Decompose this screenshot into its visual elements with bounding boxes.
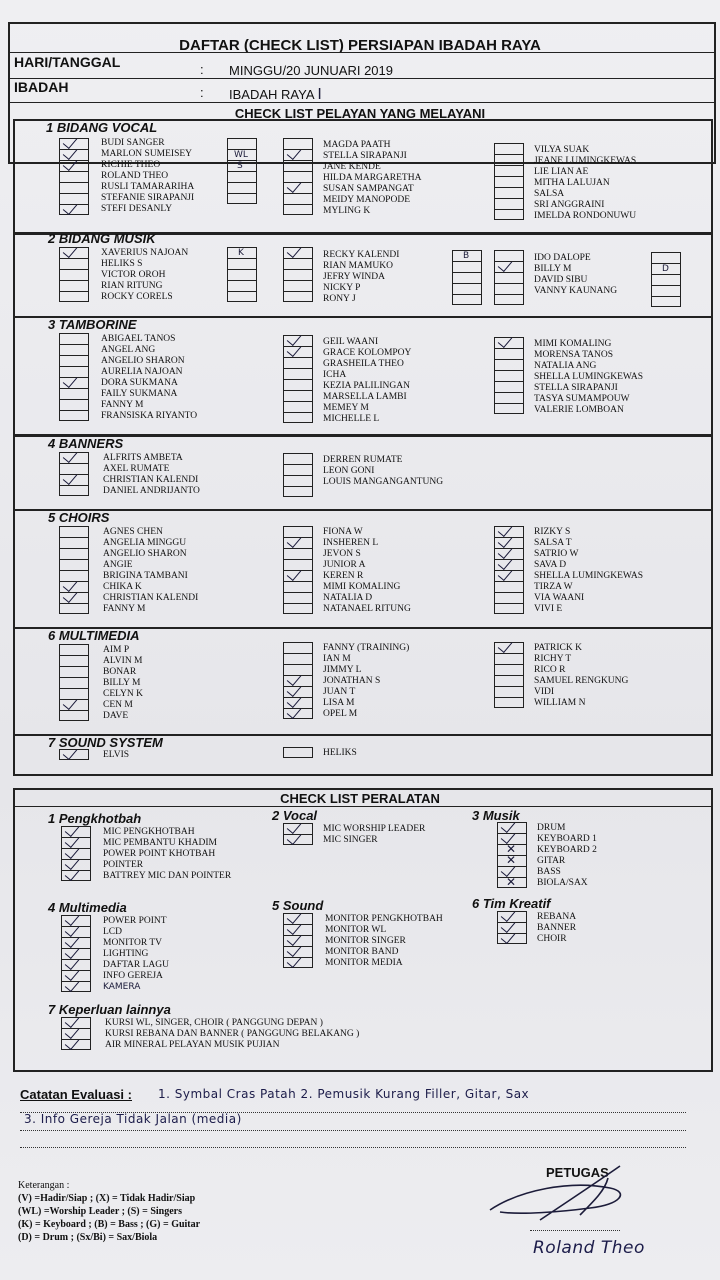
peralatan-lainnya-items: KURSI WL, SINGER, CHOIR ( PANGGUNG DEPAN ) KURSI REBANA DAN BANNER ( PANGGUNG BELAKANG ) AIR MINERAL PELAYAN MUSIK PUJIAN <box>105 1018 360 1050</box>
peralatan-sound-checkboxes[interactable] <box>283 913 313 968</box>
peralatan-vocal-title: 2 Vocal <box>272 808 318 823</box>
pengkhotbah-title: 1 Pengkhotbah <box>48 811 142 826</box>
sound-col1-checkbox[interactable] <box>59 749 89 760</box>
evaluasi-line-2: 3. Info Gereja Tidak Jalan (media) <box>24 1112 242 1126</box>
choirs-col2-names: FIONA W INSHEREN L JEVON S JUNIOR A KEREN R MIMI KOMALING NATALIA D NATANAEL RITUNG <box>323 527 411 614</box>
peralatan-kreatif-checkboxes[interactable] <box>497 911 527 944</box>
vocal-col3-names: VILYA SUAK JEANE LUMINGKEWAS LIE LIAN AE MITHA LALUJAN SALSA SRI ANGGRAINI IMELDA RONDONUWU <box>534 145 637 221</box>
checklist-sheet: DAFTAR (CHECK LIST) PERSIAPAN IBADAH RAYA HARI/TANGGAL : MINGGU/20 JUNUARI 2019 IBADAH : IBADAH RAYA I CHECK LIST PELAYAN YANG MELAYANI 1 BIDANG VOCAL BUDI SANGER MARLON SUMEISEY RICHIE THEO ROLAND THEO RUSLI TAMARARIHA STEFANIE SIRAPANJI STEFI DESANLY WL S MAGDA PAATH STELLA SIRAPANJI JANE KENDE HILDA MARGARETHA SUSAN SAMPANGAT MEIDY MANOPODE MYLING K VILYA SUAK JEANE LUMINGKEWAS LIE LIAN AE MITHA LALUJAN SALSA SRI ANGGRAINI IMELDA RONDONUWU 2 BIDANG MUSIK XAVERIUS NAJOAN HELIKS S VICTOR OROH RIAN RITUNG ROCKY CORELS K RECKY KALENDI RIAN MAMUKO JEFRY WINDA NICKY P RONY J B IDO DALOPE BILLY M DAVID SIBU VANNY KAUNANG D 3 TAMBORINE ABIGAEL TANOS ANGEL ANG ANGELIO SHARON AURELIA NAJOAN DORA SUKMANA FAILY SUKMANA FANNY M FRANSISKA RIYANTO GEIL WAANI GRACE KOLOMPOY GRASHEILA THEO ICHA KEZIA PALILINGAN MARSELLA LAMBI MEMEY M MICHELLE L MIMI KOMALING MORENSA TANOS NATALIA ANG SHELLA LUMINGKEWAS STELLA SIRAPANJI TASYA SUMAMPOUW VALERIE LOMBOAN 4 BANNERS ALFRITS AMBETA AXEL RUMATE CHRISTIAN KALENDI DANIEL ANDRIJANTO DERREN RUMATE LEON GONI LOUIS MANGANGANTUNG 5 CHOIRS AGNES CHEN ANGELIA MINGGU ANGELIO SHARON ANGIE BRIGINA TAMBANI CHIKA K CHRISTIAN KALENDI FANNY M FIONA W INSHEREN L JEVON S JUNIOR A KEREN R MIMI KOMALING NATALIA D NATANAEL RITUNG RIZKY S SALSA T SATRIO W SAVA D SHELLA LUMINGKEWAS TIRZA W VIA WAANI VIVI E 6 MULTIMEDIA AIM P ALVIN M BONAR BILLY M CELYN K CEN M DAVE FANNY (TRAINING) IAN M JIMMY L JONATHAN S JUAN T LISA M OPEL M PATRICK K RICHY T RICO R SAMUEL RENGKUNG VIDI WILLIAM N 7 SOUND SYSTEM ELVIS HELIKS CHECK LIST PERALATAN 1 Pengkhotbah MIC PENGKHOTBAH MIC PEMBANTU KHADIM POWER POINT KHOTBAH POINTER BATTREY MIC DAN POINTER 2 Vocal MIC WORSHIP LEADER MIC SINGER 3 Musik ✕ ✕ ✕ DRUM KEYBOARD 1 KEYBOARD 2 GITAR BASS BIOLA/SAX 4 Multimedia POWER POINT LCD MONITOR TV LIGHTING DAFTAR LAGU INFO GEREJA KAMERA 5 Sound MONITOR PENGKHOTBAH MONITOR WL MONITOR SINGER MONITOR BAND MONITOR MEDIA 6 Tim Kreatif REBANA BANNER CHOIR 7 Keperluan lainnya KURSI WL, SINGER, CHOIR ( PANGGUNG DEPAN ) KURSI REBANA DAN BANNER ( PANGGUNG BELAKANG ) AIR MINERAL PELAYAN MUSIK PUJIAN Catatan Evaluasi : 1. Symbal Cras Patah 2. Pemusik Kurang Filler, Gitar, Sax 3. Info Gereja Tidak Jalan (media) Keterangan : (V) =Hadir/Siap ; (X) = Tidak Hadir/Siap (WL) =Worship Leader ; (S) = Singers (K) = Keyboard ; (B) = Bass ; (G) = Guitar (D) = Drum ; (Sx/Bi) = Sax/Biola PETUGAS Roland Theo <box>0 0 720 1280</box>
peralatan-kreatif-title: 6 Tim Kreatif <box>472 896 551 911</box>
vocal-title: 1 BIDANG VOCAL <box>46 120 158 135</box>
tamborine-col3-checkboxes[interactable] <box>494 337 524 414</box>
choirs-col3-names: RIZKY S SALSA T SATRIO W SAVA D SHELLA LUMINGKEWAS TIRZA W VIA WAANI VIVI E <box>534 527 643 614</box>
petugas-label: PETUGAS <box>546 1165 609 1180</box>
musik-col3-checkboxes[interactable] <box>494 250 524 305</box>
document-title: DAFTAR (CHECK LIST) PERSIAPAN IBADAH RAYA <box>179 37 541 54</box>
multimedia-col3-checkboxes[interactable] <box>494 642 524 708</box>
peralatan-multimedia-title: 4 Multimedia <box>48 900 127 915</box>
musik-role-boxes-1[interactable]: K <box>227 247 257 302</box>
tamborine-col1-names: ABIGAEL TANOS ANGEL ANG ANGELIO SHARON AURELIA NAJOAN DORA SUKMANA FAILY SUKMANA FANNY M FRANSISKA RIYANTO <box>101 334 198 421</box>
ibadah-value: IBADAH RAYA I <box>229 85 322 103</box>
handwritten-kamera: KAMERA <box>103 982 141 992</box>
peralatan-vocal-checkboxes[interactable] <box>283 823 313 845</box>
banners-col2-checkboxes[interactable] <box>283 453 313 497</box>
peralatan-multimedia-checkboxes[interactable] <box>61 915 91 992</box>
peralatan-sound-title: 5 Sound <box>272 898 324 913</box>
musik-role-boxes-3[interactable]: D <box>651 252 681 307</box>
banners-col1-checkboxes[interactable] <box>59 452 89 496</box>
choirs-title: 5 CHOIRS <box>48 510 110 525</box>
banners-col2-names: DERREN RUMATE LEON GONI LOUIS MANGANGANTUNG <box>323 455 444 487</box>
tamborine-col1-checkboxes[interactable] <box>59 333 89 421</box>
vocal-col3-checkboxes[interactable] <box>494 143 524 220</box>
musik-col1-names: XAVERIUS NAJOAN HELIKS S VICTOR OROH RIAN RITUNG ROCKY CORELS <box>101 248 189 302</box>
sound-col2-names: HELIKS <box>323 748 357 758</box>
sound-col1-names: ELVIS <box>103 750 130 760</box>
peralatan-lainnya-checkboxes[interactable] <box>61 1017 91 1050</box>
musik-role-boxes-2[interactable]: B <box>452 250 482 305</box>
banners-col1-names: ALFRITS AMBETA AXEL RUMATE CHRISTIAN KALENDI DANIEL ANDRIJANTO <box>103 453 200 496</box>
musik-col3-names: IDO DALOPE BILLY M DAVID SIBU VANNY KAUNANG <box>534 253 618 296</box>
petugas-name: Roland Theo <box>533 1238 645 1258</box>
peralatan-sound-items: MONITOR PENGKHOTBAH MONITOR WL MONITOR SINGER MONITOR BAND MONITOR MEDIA <box>325 914 443 968</box>
choirs-col2-checkboxes[interactable] <box>283 526 313 614</box>
multimedia-col1-names: AIM P ALVIN M BONAR BILLY M CELYN K CEN M DAVE <box>103 645 143 721</box>
vocal-col1-checkboxes[interactable] <box>59 138 89 215</box>
banners-title: 4 BANNERS <box>48 436 124 451</box>
tamborine-col2-names: GEIL WAANI GRACE KOLOMPOY GRASHEILA THEO ICHA KEZIA PALILINGAN MARSELLA LAMBI MEMEY M MICHELLE L <box>323 337 412 424</box>
choirs-col3-checkboxes[interactable] <box>494 526 524 614</box>
pengkhotbah-items: MIC PENGKHOTBAH MIC PEMBANTU KHADIM POWER POINT KHOTBAH POINTER BATTREY MIC DAN POINTER <box>103 827 232 881</box>
date-value: MINGGU/20 JUNUARI 2019 <box>229 63 393 78</box>
musik-col2-checkboxes[interactable] <box>283 247 313 302</box>
choirs-col1-names: AGNES CHEN ANGELIA MINGGU ANGELIO SHARON ANGIE BRIGINA TAMBANI CHIKA K CHRISTIAN KALENDI FANNY M <box>103 527 199 614</box>
musik-col2-names: RECKY KALENDI RIAN MAMUKO JEFRY WINDA NICKY P RONY J <box>323 250 400 304</box>
tamborine-col2-checkboxes[interactable] <box>283 335 313 423</box>
peralatan-musik-items: DRUM KEYBOARD 1 KEYBOARD 2 GITAR BASS BIOLA/SAX <box>537 823 597 888</box>
vocal-col1-names: BUDI SANGER MARLON SUMEISEY RICHIE THEO ROLAND THEO RUSLI TAMARARIHA STEFANIE SIRAPANJI STEFI DESANLY <box>101 138 195 214</box>
choirs-col1-checkboxes[interactable] <box>59 526 89 614</box>
musik-col1-checkboxes[interactable] <box>59 247 89 302</box>
vocal-col2-names: MAGDA PAATH STELLA SIRAPANJI JANE KENDE HILDA MARGARETHA SUSAN SAMPANGAT MEIDY MANOPODE MYLING K <box>323 140 422 216</box>
multimedia-col2-names: FANNY (TRAINING) IAN M JIMMY L JONATHAN S JUAN T LISA M OPEL M <box>323 643 410 719</box>
date-label: HARI/TANGGAL <box>14 54 121 70</box>
peralatan-lainnya-title: 7 Keperluan lainnya <box>48 1002 171 1017</box>
multimedia-col3-names: PATRICK K RICHY T RICO R SAMUEL RENGKUNG VIDI WILLIAM N <box>534 643 629 708</box>
vocal-col2-checkboxes[interactable] <box>283 138 313 215</box>
ibadah-label: IBADAH <box>14 79 69 95</box>
sound-system-title: 7 SOUND SYSTEM <box>48 735 163 750</box>
multimedia-col1-checkboxes[interactable] <box>59 644 89 721</box>
tamborine-title: 3 TAMBORINE <box>48 317 137 332</box>
sound-col2-checkbox[interactable] <box>283 747 313 758</box>
peralatan-kreatif-items: REBANA BANNER CHOIR <box>537 912 577 944</box>
pelayan-title: CHECK LIST PELAYAN YANG MELAYANI <box>234 106 486 121</box>
evaluasi-label: Catatan Evaluasi : <box>20 1087 132 1102</box>
peralatan-vocal-items: MIC WORSHIP LEADER MIC SINGER <box>323 824 426 845</box>
peralatan-musik-checkboxes[interactable] <box>497 822 527 888</box>
multimedia-title: 6 MULTIMEDIA <box>48 628 140 643</box>
musik-title: 2 BIDANG MUSIK <box>48 231 156 246</box>
keterangan: Keterangan : (V) =Hadir/Siap ; (X) = Tidak Hadir/Siap (WL) =Worship Leader ; (S) = Singers (K) = Keyboard ; (B) = Bass ; (G) = Guitar (D) = Drum ; (Sx/Bi) = Sax/Biola <box>18 1180 201 1243</box>
peralatan-musik-title: 3 Musik <box>472 808 520 823</box>
pengkhotbah-checkboxes[interactable] <box>61 826 91 881</box>
multimedia-col2-checkboxes[interactable] <box>283 642 313 719</box>
vocal-role-boxes[interactable]: WL S <box>227 138 257 204</box>
signature <box>480 1160 640 1240</box>
tamborine-col3-names: MIMI KOMALING MORENSA TANOS NATALIA ANG SHELLA LUMINGKEWAS STELLA SIRAPANJI TASYA SUMAMPOUW VALERIE LOMBOAN <box>534 339 643 415</box>
peralatan-title: CHECK LIST PERALATAN <box>280 791 440 806</box>
peralatan-multimedia-items: POWER POINT LCD MONITOR TV LIGHTING DAFTAR LAGU INFO GEREJA KAMERA <box>103 916 170 992</box>
evaluasi-line-1: 1. Symbal Cras Patah 2. Pemusik Kurang Filler, Gitar, Sax <box>158 1087 530 1101</box>
